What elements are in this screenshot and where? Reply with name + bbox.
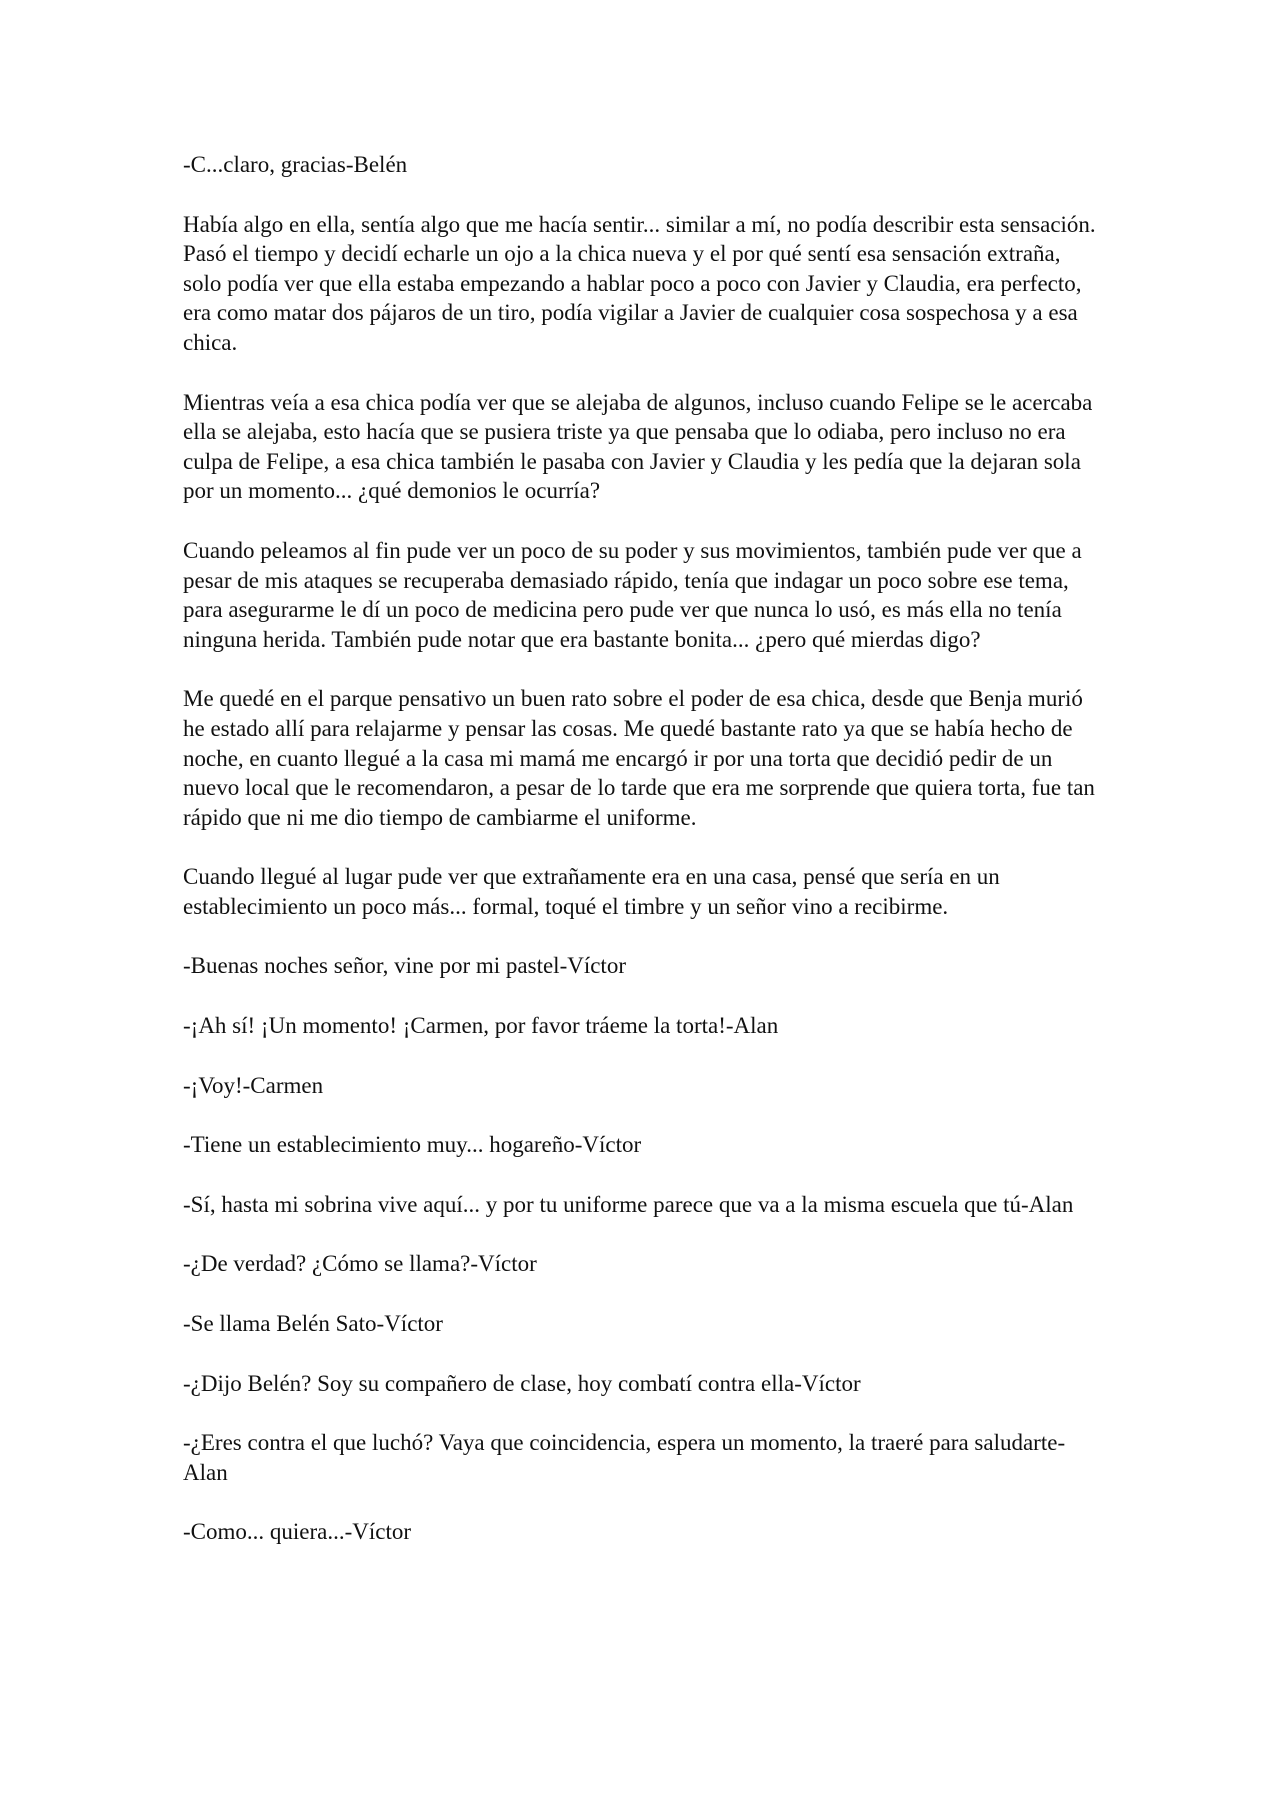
dialogue-line: -¿Dijo Belén? Soy su compañero de clase, hoy combatí contra ella-Víctor xyxy=(183,1370,861,1396)
dialogue-line: -Sí, hasta mi sobrina vive aquí... y por tu uniforme parece que va a la misma escuela que tú-Alan xyxy=(183,1191,1074,1217)
dialogue-line: -Buenas noches señor, vine por mi pastel-Víctor xyxy=(183,953,626,979)
dialogue-line: -¿Eres contra el que luchó? Vaya que coincidencia, espera un momento, la traeré para saludarte-Alan xyxy=(183,1430,1066,1485)
narrative-paragraph: Cuando peleamos al fin pude ver un poco de su poder y sus movimientos, también pude ver que a pesar de mis ataques se recuperaba demasiado rápido, tenía que indagar un poco sobre ese tema, para asegurarme le dí un poco de medicina pero pude ver que nunca lo usó, es más ella no tenía ninguna herida. También pude notar que era bastante bonita... ¿pero qué mierdas digo? xyxy=(183,537,1082,652)
narrative-paragraph: Me quedé en el parque pensativo un buen rato sobre el poder de esa chica, desde que Benja murió he estado allí para relajarme y pensar las cosas. Me quedé bastante rato ya que se había hecho de noche, en cuanto llegué a la casa mi mamá me encargó ir por una torta que decidió pedir de un nuevo local que le recomendaron, a pesar de lo tarde que era me sorprende que quiera torta, fue tan rápido que ni me dio tiempo de cambiarme el uniforme. xyxy=(183,686,1095,830)
dialogue-line: -C...claro, gracias-Belén xyxy=(183,152,408,177)
dialogue-line: -¡Ah sí! ¡Un momento! ¡Carmen, por favor tráeme la torta!-Alan xyxy=(183,1013,779,1039)
dialogue-line: -¡Voy!-Carmen xyxy=(183,1072,324,1098)
narrative-paragraph: Cuando llegué al lugar pude ver que extrañamente era en una casa, pensé que sería en un establecimiento un poco más... formal, toqué el timbre y un señor vino a recibirme. xyxy=(183,864,1000,919)
dialogue-line: -¿De verdad? ¿Cómo se llama?-Víctor xyxy=(183,1251,537,1277)
document-page xyxy=(183,150,1103,1577)
dialogue-line: -Se llama Belén Sato-Víctor xyxy=(183,1311,443,1337)
dialogue-line: -Tiene un establecimiento muy... hogareño-Víctor xyxy=(183,1132,642,1158)
narrative-paragraph: Había algo en ella, sentía algo que me hacía sentir... similar a mí, no podía describir esta sensación. Pasó el tiempo y decidí echarle un ojo a la chica nueva y el por qué sentí esa sensación extraña, solo podía ver que ella estaba empezando a hablar poco a poco con Javier y Claudia, era perfecto, era como matar dos pájaros de un tiro, podía vigilar a Javier de cualquier cosa sospechosa y a esa chica. xyxy=(183,211,1096,355)
narrative-paragraph: Mientras veía a esa chica podía ver que se alejaba de algunos, incluso cuando Felipe se le acercaba ella se alejaba, esto hacía que se pusiera triste ya que pensaba que lo odiaba, pero incluso no era culpa de Felipe, a esa chica también le pasaba con Javier y Claudia y les pedía que la dejaran sola por un momento... ¿qué demonios le ocurría? xyxy=(183,389,1093,504)
dialogue-line: -Como... quiera...-Víctor xyxy=(183,1519,412,1545)
